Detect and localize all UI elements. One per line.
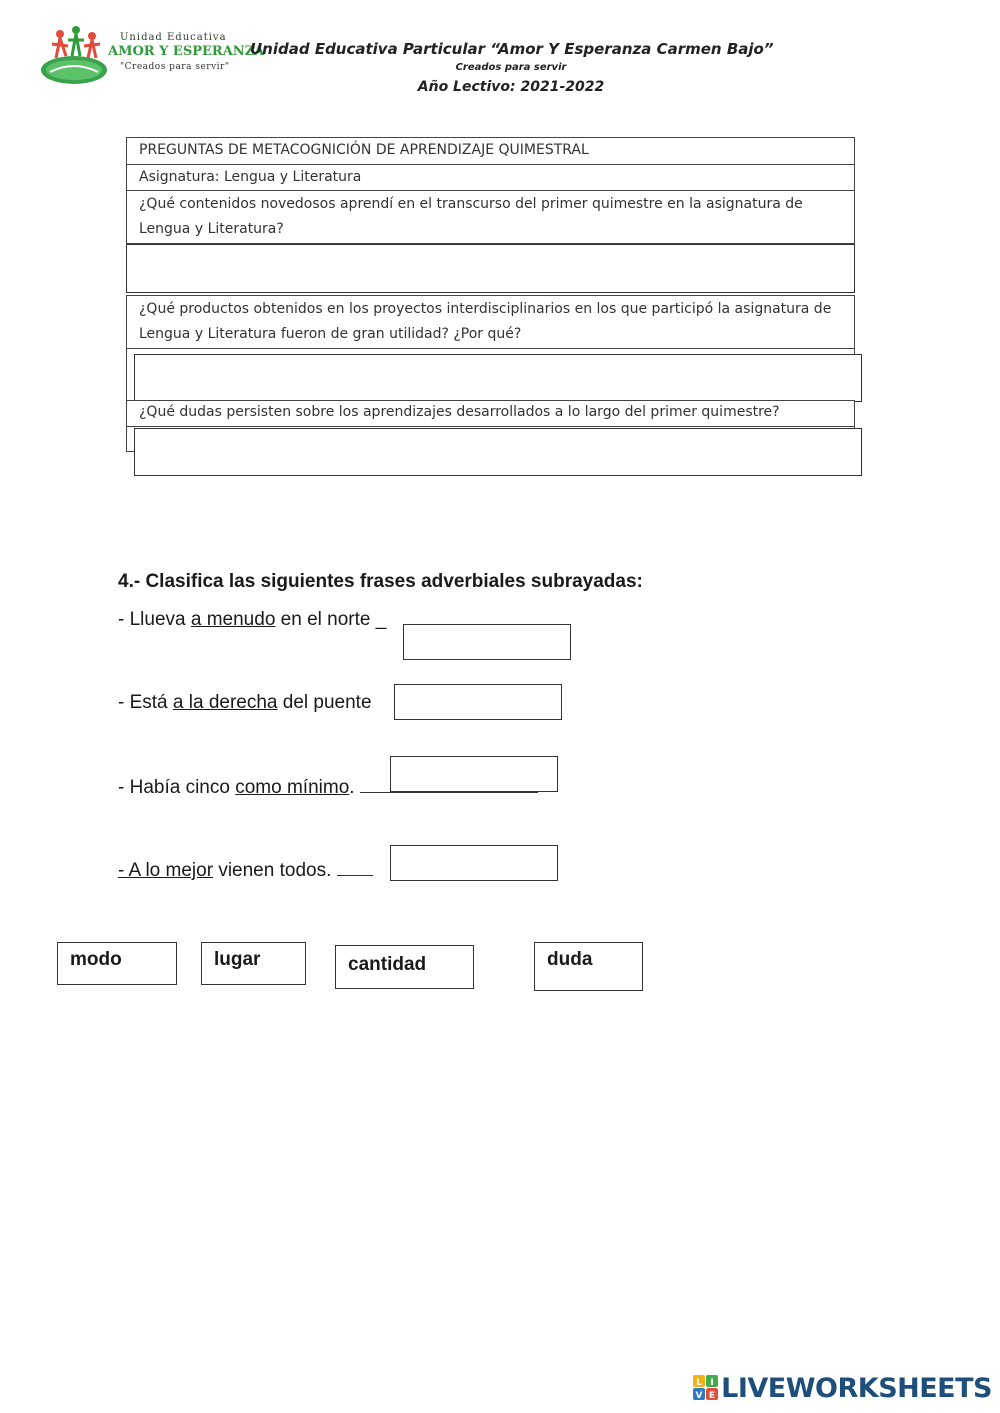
sentence-1-post: en el norte _ [275, 609, 387, 630]
sentence-4 [118, 859, 373, 882]
question-2: ¿Qué productos obtenidos en los proyectos interdisciplinarios en los que participó la asignatura de Lengua y Literatura fueron de gran utilidad? ¿Por qué? [126, 295, 855, 349]
answer-box-2[interactable] [394, 684, 562, 720]
table-heading: PREGUNTAS DE METACOGNICIÓN DE APRENDIZAJE QUIMESTRAL [126, 137, 855, 165]
answer-box-3[interactable] [390, 756, 558, 792]
answer-1-input[interactable] [126, 244, 855, 293]
svg-text:E: E [709, 1391, 716, 1401]
sentence-2 [118, 692, 372, 714]
sentence-1 [118, 609, 386, 631]
word-option-cantidad[interactable]: cantidad [335, 945, 474, 989]
logo-school-name: AMOR Y ESPERANZA [108, 44, 265, 59]
exercise-title: 4.- Clasifica las siguientes frases adverbiales subrayadas: [118, 571, 643, 592]
svg-text:V: V [695, 1391, 703, 1401]
sentence-4-phrase: - A lo mejor [118, 860, 214, 881]
sentence-4-blank-line [337, 859, 373, 876]
sentence-3-pre: - Había cinco [118, 777, 236, 798]
question-3: ¿Qué dudas persisten sobre los aprendizajes desarrollados a lo largo del primer quimestre? [126, 400, 855, 427]
sentence-2-pre: - Está [118, 692, 173, 713]
sentence-1-phrase: a menudo [190, 609, 276, 630]
liveworksheets-brand [693, 1371, 992, 1405]
answer-2-input[interactable] [134, 354, 862, 402]
sentence-1-pre: - Llueva [118, 609, 191, 630]
word-option-lugar[interactable]: lugar [201, 942, 306, 985]
school-logo [40, 24, 265, 88]
answer-box-1[interactable] [403, 624, 571, 660]
svg-text:I: I [710, 1378, 714, 1388]
logo-motto: "Creados para servir" [120, 62, 230, 72]
svg-text:L: L [696, 1378, 703, 1388]
answer-3-input[interactable] [134, 428, 862, 476]
school-year: Año Lectivo: 2021-2022 [417, 79, 605, 95]
liveworksheets-logo-icon [693, 1375, 719, 1401]
word-option-duda[interactable]: duda [534, 942, 643, 991]
sentence-4-post: vienen todos. [213, 860, 337, 881]
table-subject: Asignatura: Lengua y Literatura [126, 164, 855, 191]
word-option-modo[interactable]: modo [57, 942, 177, 985]
school-logo-icon [40, 24, 110, 88]
sentence-3-phrase: como mínimo [235, 777, 350, 798]
sentence-2-post: del puente [277, 692, 372, 713]
school-title: Unidad Educativa Particular “Amor Y Esperanza Carmen Bajo” [250, 40, 774, 58]
sentence-2-phrase: a la derecha [172, 692, 278, 713]
sentence-3-post: . [349, 777, 360, 798]
question-1: ¿Qué contenidos novedosos aprendí en el transcurso del primer quimestre en la asignatura de Lengua y Literatura? [126, 190, 855, 244]
logo-line-1: Unidad Educativa [120, 32, 227, 43]
answer-box-4[interactable] [390, 845, 558, 881]
brand-name: LIVEWORKSHEETS [721, 1372, 992, 1404]
school-motto: Creados para servir [455, 62, 567, 73]
